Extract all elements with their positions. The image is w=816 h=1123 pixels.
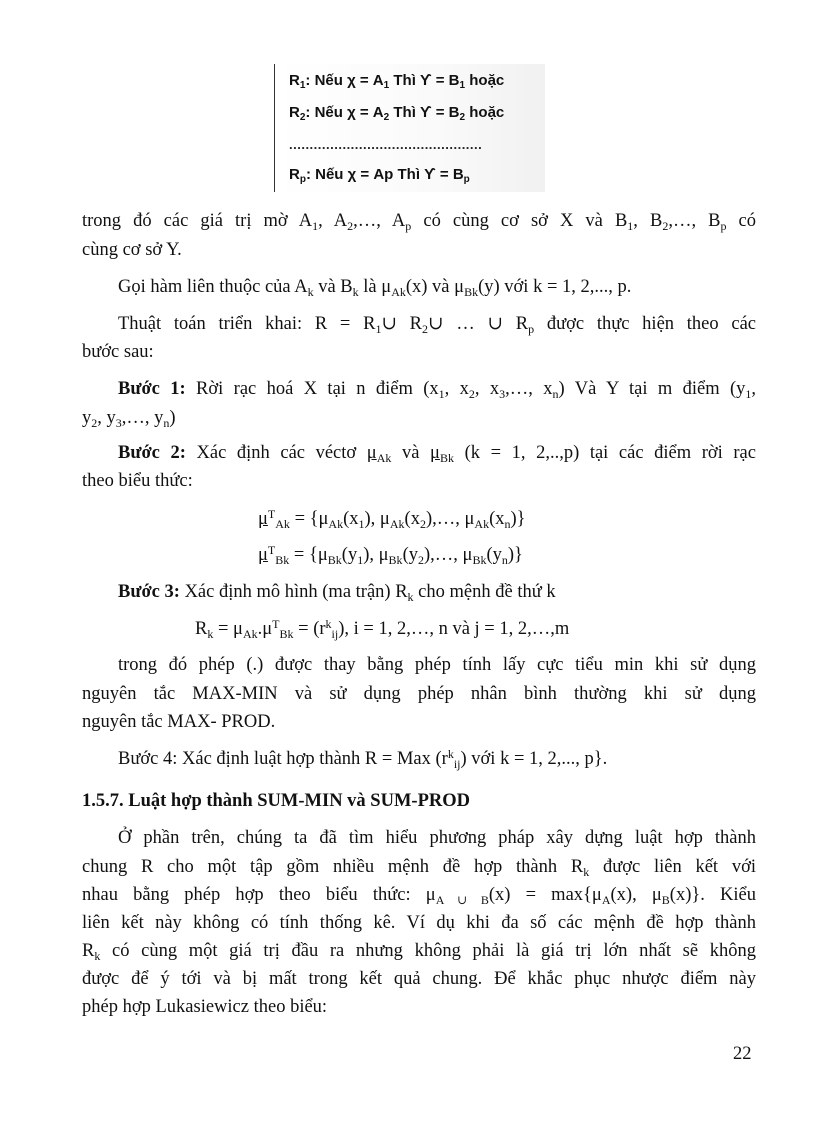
para3-line2: bước sau: bbox=[82, 342, 154, 362]
step3-line: Bước 3: Xác định mô hình (ma trận) $R_k$ cho mệnh đề thứ k bbox=[118, 582, 556, 604]
para2: Gọi hàm liên thuộc của $A_k$ và $B_k$ là $\mu_{Ak}(x)$ và $\mu_{Bk}(y)$ với k = 1, 2,..., p. bbox=[118, 277, 632, 299]
step2-line2: theo biểu thức: bbox=[82, 471, 193, 491]
para3-line1: Thuật toán triển khai: $R = R_1\cup$ $R_2\cup$ … ∪ $R_p$ được thực hiện theo các bbox=[118, 314, 756, 336]
para1-line1: trong đó các giá trị mờ $A_1$, $A_2,\dots$, $A_p$ có cùng cơ sở X và $B_1$, $B_2,\dots$, $B_p$ có bbox=[82, 211, 757, 233]
page-number: 22 bbox=[733, 1044, 752, 1064]
equation-mu-bk: $\mu^T_{Bk} = \{\mu_{Bk}(y_1)$, $\mu_{Bk}(y_2),\dots$, $\mu_{Bk}(y_n)$} bbox=[258, 543, 523, 567]
equation-rk: $R_k = \mu_{Ak}.\mu^T_{Bk} = (r^k_{ij})$, i = 1, 2,…, n và j = 1, 2,…,m bbox=[195, 617, 570, 641]
rule-r2: $R_2$: Nếu $\chi = A_2$ Thì $ϒ = B_2$ hoặc bbox=[289, 104, 505, 123]
step4-line: Bước 4: Xác định luật hợp thành R = Max $(r^k_{ij})$ với k = 1, 2,..., p}. bbox=[118, 747, 608, 771]
rule-r1: $R_1$: Nếu $\chi = A_1$ Thì $ϒ = B_1$ hoặc bbox=[289, 72, 505, 91]
rule-ellipsis: ............................................... bbox=[289, 137, 483, 152]
rule-box bbox=[274, 64, 545, 192]
para1-line2: cùng cơ sở Y. bbox=[82, 240, 182, 260]
para4-line1: trong đó phép (.) được thay bằng phép tính lấy cực tiểu min khi sử dụng bbox=[118, 655, 756, 675]
para5-line4: liên kết này không có tính thống kê. Ví dụ khi đa số các mệnh đề hợp thành bbox=[82, 913, 756, 933]
para5-line7: phép hợp Lukasiewicz theo biểu: bbox=[82, 997, 328, 1017]
step1-line2: $y_2$, $y_3,\dots$, $y_n$) bbox=[82, 408, 176, 430]
para5-line3: nhau bằng phép hợp theo biểu thức: $\mu_{A \cup B}(x) = \max\{\mu_A(x)$, $\mu_B(x)$}. Kiểu bbox=[82, 885, 756, 907]
para4-line2: nguyên tắc MAX-MIN và sử dụng phép nhân bình thường khi sử dụng bbox=[82, 684, 756, 704]
para5-line5: $R_k$ có cùng một giá trị đầu ra nhưng không phải là giá trị lớn nhất sẽ không bbox=[82, 941, 756, 963]
step2-line1: Bước 2: Xác định các véctơ $\mu_{Ak}$ và $\mu_{Bk}$ (k = 1, 2,..,p) tại các điểm rời rạc bbox=[118, 443, 756, 465]
rule-rp: $R_p$: Nếu χ = Ap Thì $ϒ = B_p$ bbox=[289, 166, 470, 185]
para5-line1: Ở phần trên, chúng ta đã tìm hiểu phương pháp xây dựng luật hợp thành bbox=[118, 828, 756, 848]
para5-line6: được để ý tới và bị mất trong kết quả chung. Để khắc phục nhược điểm này bbox=[82, 969, 756, 989]
step1-line1: Bước 1: Rời rạc hoá X tại n điểm ($x_1$, $x_2$, $x_3,\dots$, $x_n$) Và Y tại m điểm ($y_1$, bbox=[118, 379, 757, 401]
para4-line3: nguyên tắc MAX- PROD. bbox=[82, 712, 276, 732]
para5-line2: chung R cho một tập gồm nhiều mệnh đề hợp thành $R_k$ được liên kết với bbox=[82, 857, 756, 879]
section-heading: 1.5.7. Luật hợp thành SUM-MIN và SUM-PROD bbox=[82, 791, 470, 811]
equation-mu-ak: $\mu^T_{Ak} = \{\mu_{Ak}(x_1)$, $\mu_{Ak}(x_2),\dots$, $\mu_{Ak}(x_n)$} bbox=[258, 507, 526, 531]
